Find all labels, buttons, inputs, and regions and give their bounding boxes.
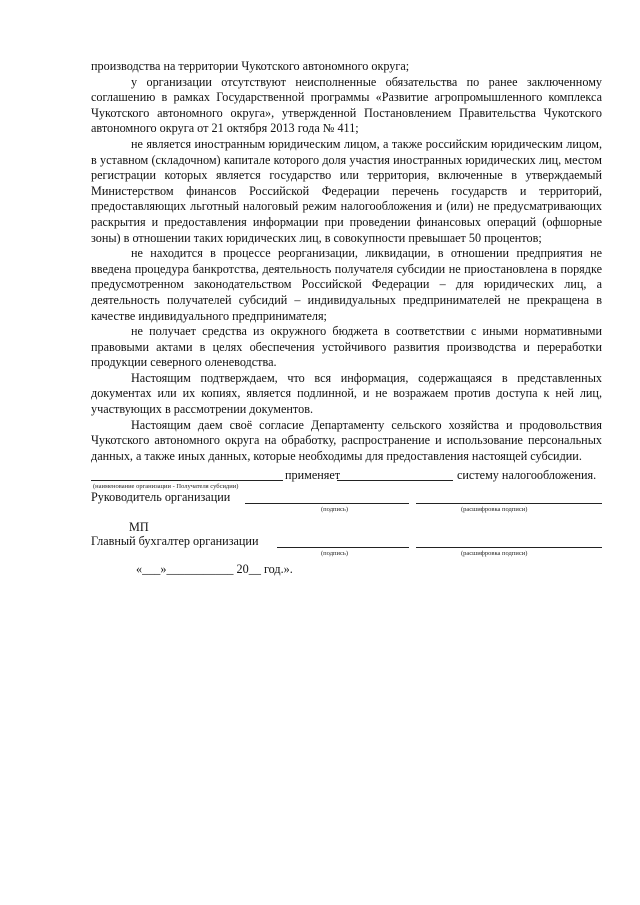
accountant-decode-caption: (расшифровка подписи): [461, 550, 528, 558]
accountant-signature-field[interactable]: [277, 547, 409, 548]
accountant-signature-caption: (подпись): [321, 550, 348, 558]
organization-name-caption: (наименование организации - Получателя субсидии): [93, 483, 239, 491]
paragraph-production: производства на территории Чукотского автономного округа;: [91, 59, 410, 73]
accountant-label: Главный бухгалтер организации: [91, 534, 259, 549]
applies-text: применяет: [285, 468, 341, 483]
accountant-signature-row: [91, 534, 602, 562]
head-signature-field[interactable]: [245, 503, 409, 504]
tax-system-line: [91, 468, 602, 490]
paragraph-obligations: у организации отсутствуют неисполненные обязательства по ранее заключенному соглашению в рамках Государственной программы «Развитие агропромышленного комплекса Чукотского автономного округа», утвержденной Постановлением Правительства Чукотского автономного округа от 21 октября 2013 года № 411;: [91, 74, 602, 136]
tax-system-field[interactable]: [337, 480, 453, 481]
paragraph-foreign-entity: не является иностранным юридическим лицом, а также российским юридическим лицом, в уставном (складочном) капитале которого доля участия иностранных юридических лиц, местом регистрации которых является государство или территория, включенные в утверждаемый Министерством финансов Российской Федерации перечень государств и территорий, предоставляющих льготный налоговый режим налогообложения и (или) не предусматривающих раскрытия и предоставления информации при проведении финансовых операций (офшорные зоны) в отношении таких юридических лиц, в совокупности превышает 50 процентов;: [91, 136, 602, 245]
paragraph-confirmation: Настоящим подтверждаем, что вся информация, содержащаяся в представленных документах или их копиях, является подлинной, и не возражаем против доступа к ней лиц, участвующих в рассмотрении документов.: [91, 370, 602, 417]
stamp-label: МП: [129, 520, 149, 535]
stamp-row: [91, 520, 602, 534]
date-line: «___»___________ 20__ год.».: [136, 562, 293, 577]
paragraph-other-budget: не получает средства из окружного бюджета в соответствии с иными нормативными правовыми актами в целях обеспечения устойчивого развития производства и переработки продукции северного оленеводства.: [91, 324, 602, 370]
paragraph-reorganization: не находится в процессе реорганизации, ликвидации, в отношении предприятия не введена процедура банкротства, деятельность получателя субсидии не приостановлена в порядке предусмотренном законодательством Российской Федерации – для юридических лиц, а деятельность получателей субсидий – индивидуальных предпринимателей не прекращена в качестве индивидуального предпринимателя;: [91, 246, 602, 323]
head-signature-caption: (подпись): [321, 506, 348, 514]
head-signature-row: [91, 490, 602, 520]
paragraph-consent: Настоящим даем своё согласие Департаменту сельского хозяйства и продовольствия Чукотского автономного округа на обработку, распространение и использование персональных данных, а также иных данных, которые необходимы для предоставления настоящей субсидии.: [91, 417, 602, 463]
organization-name-field[interactable]: [91, 480, 283, 481]
date-row: [91, 562, 602, 578]
head-label: Руководитель организации: [91, 490, 231, 505]
head-decode-caption: (расшифровка подписи): [461, 506, 528, 514]
head-decode-field[interactable]: [416, 503, 602, 504]
document-page: [91, 59, 602, 578]
accountant-decode-field[interactable]: [416, 547, 602, 548]
tax-system-text: систему налогообложения.: [457, 468, 597, 483]
